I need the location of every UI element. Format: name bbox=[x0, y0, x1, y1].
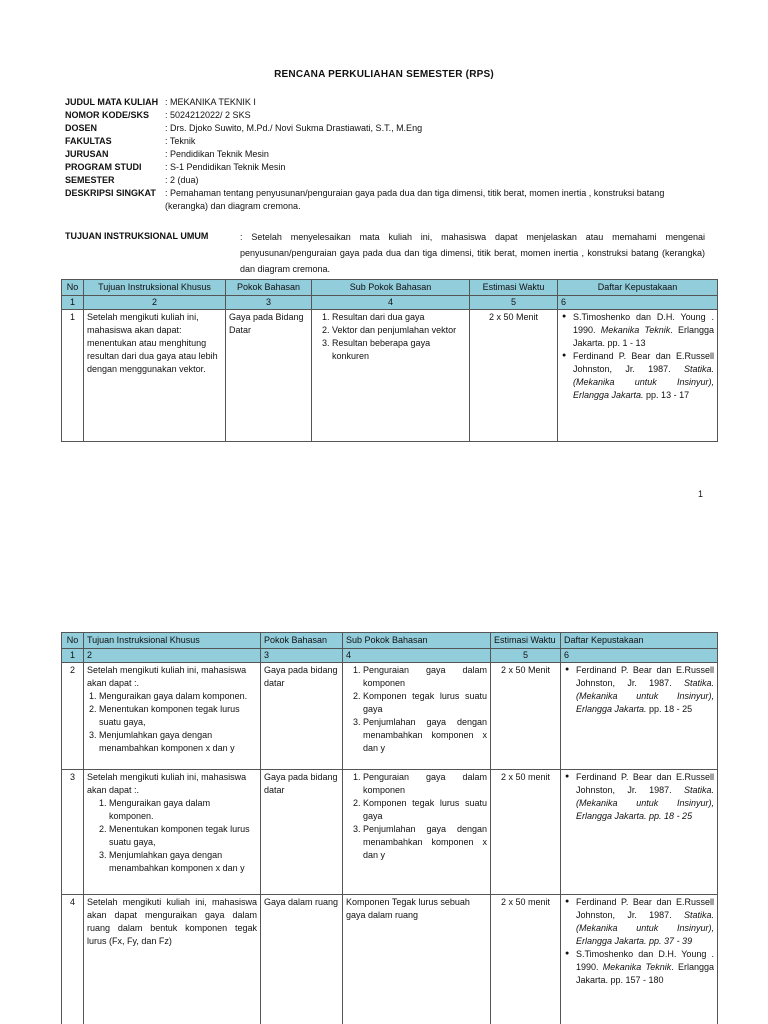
subtopic-item: 2. Komponen tegak lurus suatu gaya bbox=[363, 797, 487, 823]
table-header-row bbox=[62, 633, 718, 649]
column-number: 6 bbox=[561, 649, 718, 663]
meta-key: JURUSAN bbox=[65, 149, 109, 160]
meta-value: : Teknik bbox=[165, 136, 196, 147]
meta-row bbox=[65, 187, 705, 213]
column-number: 2 bbox=[84, 649, 261, 663]
objective-item: 2. Menentukan komponen tegak lurus suatu gaya, bbox=[99, 703, 257, 729]
topic-cell: Gaya dalam ruang bbox=[261, 895, 343, 1024]
meta-row bbox=[65, 161, 705, 174]
row-number: 4 bbox=[62, 895, 84, 1024]
subtopic-item: 2. Vektor dan penjumlahan vektor bbox=[332, 324, 466, 337]
references-cell bbox=[561, 770, 718, 895]
header-cell: Daftar Kepustakaan bbox=[558, 280, 718, 296]
table-row bbox=[62, 895, 718, 1024]
reference-title: Mekanika Teknik bbox=[600, 325, 671, 336]
meta-key: PROGRAM STUDI bbox=[65, 162, 142, 173]
meta-value: : Drs. Djoko Suwito, M.Pd./ Novi Sukma Drastiawati, S.T., M.Eng bbox=[165, 123, 423, 134]
table-row bbox=[62, 770, 718, 895]
meta-row bbox=[65, 174, 705, 187]
meta-key: SEMESTER bbox=[65, 175, 115, 186]
general-objective bbox=[65, 230, 705, 277]
reference-item bbox=[576, 948, 714, 987]
objective-item: 3. Menjumlahkan gaya dengan menambahkan komponen x dan y bbox=[109, 849, 257, 875]
page-number: 1 bbox=[697, 489, 703, 499]
meta-key: JUDUL MATA KULIAH bbox=[65, 97, 159, 107]
reference-author: S.Timoshenko dan D.H. Young . 1990. bbox=[573, 312, 714, 336]
header-cell: No bbox=[62, 633, 84, 649]
objective-item: 3. Menjumlahkan gaya dengan menambahkan komponen x dan y bbox=[99, 729, 257, 755]
column-number: 4 bbox=[312, 296, 470, 310]
header-cell: Estimasi Waktu bbox=[470, 280, 558, 296]
table-row bbox=[62, 310, 718, 442]
general-objective-text: : Setelah menyelesaikan mata kuliah ini, mahasiswa dapat menjelaskan atau memahami mengenai penyusunan/penguraian gaya pada dua dan tiga dimensi, titik berat, momen inertia , konstruksi batang (kerangka) dan diagram cremona. bbox=[240, 232, 705, 274]
header-cell: Pokok Bahasan bbox=[261, 633, 343, 649]
time-cell: 2 x 50 Menit bbox=[491, 663, 561, 770]
column-number: 5 bbox=[491, 649, 561, 663]
time-cell: 2 x 50 menit bbox=[491, 895, 561, 1024]
references-cell bbox=[558, 310, 718, 442]
topic-cell: Gaya pada bidang datar bbox=[261, 663, 343, 770]
meta-value: : MEKANIKA TEKNIK I bbox=[165, 97, 256, 107]
reference-title: Statika. (Mekanika untuk Insinyur), Erlangga Jakarta. bbox=[576, 678, 714, 715]
objective-intro: Setelah mengikuti kuliah ini, mahasiswa akan dapat :. bbox=[87, 772, 247, 796]
objective-cell bbox=[84, 770, 261, 895]
time-cell: 2 x 50 Menit bbox=[470, 310, 558, 442]
meta-key: DESKRIPSI SINGKAT bbox=[65, 188, 156, 199]
reference-pages: pp. 13 - 17 bbox=[643, 390, 690, 401]
subtopic-item: 1. Penguraian gaya dalam komponen bbox=[363, 771, 487, 797]
reference-title: Statika. (Mekanika untuk Insinyur), Erlangga Jakarta. pp. 18 - 25 bbox=[576, 785, 714, 822]
reference-author: Ferdinand P. Bear dan E.Russell Johnston, Jr. 1987. bbox=[576, 665, 714, 689]
subtopic-cell: Komponen Tegak lurus sebuah gaya dalam ruang bbox=[343, 895, 491, 1024]
column-number: 3 bbox=[261, 649, 343, 663]
reference-author: S.Timoshenko dan D.H. Young . 1990. bbox=[576, 949, 714, 973]
meta-key: NOMOR KODE/SKS bbox=[65, 110, 150, 121]
references-cell bbox=[561, 895, 718, 1024]
meta-value: : Pemahaman tentang penyusunan/penguraian gaya pada dua dan tiga dimensi, titik berat, momen inertia , konstruksi batang (kerangka) dan diagram cremona. bbox=[165, 188, 665, 212]
row-number: 3 bbox=[62, 770, 84, 895]
column-number: 1 bbox=[62, 649, 84, 663]
objective-cell bbox=[84, 663, 261, 770]
subtopic-item: 3. Penjumlahan gaya dengan menambahkan komponen x dan y bbox=[363, 716, 487, 755]
header-cell: Tujuan Instruksional Khusus bbox=[84, 633, 261, 649]
header-cell: Pokok Bahasan bbox=[226, 280, 312, 296]
subtopic-item: 1. Penguraian gaya dalam komponen bbox=[363, 664, 487, 690]
meta-value: : S-1 Pendidikan Teknik Mesin bbox=[165, 162, 286, 173]
meta-key: DOSEN bbox=[65, 123, 98, 134]
meta-value: : 2 (dua) bbox=[165, 175, 199, 186]
document-title: RENCANA PERKULIAHAN SEMESTER (RPS) bbox=[274, 69, 494, 80]
meta-row bbox=[65, 148, 705, 161]
reference-item bbox=[576, 664, 714, 716]
subtopic-cell bbox=[343, 663, 491, 770]
reference-title: Statika. (Mekanika untuk Insinyur), Erlangga Jakarta. pp. 37 - 39 bbox=[576, 910, 714, 947]
table-header-row bbox=[62, 280, 718, 296]
rps-table bbox=[61, 632, 718, 1024]
meta-value: : Pendidikan Teknik Mesin bbox=[165, 149, 269, 160]
reference-author: Ferdinand P. Bear dan E.Russell Johnston, Jr. 1987. bbox=[573, 351, 714, 375]
header-cell: Daftar Kepustakaan bbox=[561, 633, 718, 649]
column-number: 6 bbox=[558, 296, 718, 310]
column-number-row bbox=[62, 296, 718, 310]
subtopic-cell bbox=[343, 770, 491, 895]
column-number: 5 bbox=[470, 296, 558, 310]
meta-key: FAKULTAS bbox=[65, 136, 112, 147]
meta-row bbox=[65, 109, 705, 122]
reference-item bbox=[576, 896, 714, 948]
header-cell: Estimasi Waktu bbox=[491, 633, 561, 649]
reference-item bbox=[573, 311, 714, 350]
rps-table bbox=[61, 279, 718, 442]
header-cell: No bbox=[62, 280, 84, 296]
subtopic-item: 2. Komponen tegak lurus suatu gaya bbox=[363, 690, 487, 716]
header-cell: Sub Pokok Bahasan bbox=[312, 280, 470, 296]
reference-author: Ferdinand P. Bear dan E.Russell Johnston, Jr. 1987. bbox=[576, 897, 714, 921]
row-number: 2 bbox=[62, 663, 84, 770]
meta-value: : 5024212022/ 2 SKS bbox=[165, 110, 251, 121]
objective-intro: Setelah mengikuti kuliah ini, mahasiswa akan dapat :. bbox=[87, 665, 247, 689]
subtopic-item: 3. Resultan beberapa gaya konkuren bbox=[332, 337, 466, 363]
reference-item bbox=[573, 350, 714, 402]
reference-item bbox=[576, 771, 714, 823]
course-metadata bbox=[65, 96, 705, 213]
meta-row bbox=[65, 135, 705, 148]
reference-author: Ferdinand P. Bear dan E.Russell Johnston, Jr. 1987. bbox=[576, 772, 714, 796]
meta-row bbox=[65, 96, 705, 109]
header-cell: Tujuan Instruksional Khusus bbox=[84, 280, 226, 296]
objective-cell: Setelah mengikuti kuliah ini, mahasiswa akan dapat: menentukan atau menghitung resultan dari dua gaya atau lebih dengan menggunakan vektor. bbox=[84, 310, 226, 442]
topic-cell: Gaya pada Bidang Datar bbox=[226, 310, 312, 442]
meta-row bbox=[65, 122, 705, 135]
references-cell bbox=[561, 663, 718, 770]
column-number: 2 bbox=[84, 296, 226, 310]
time-cell: 2 x 50 menit bbox=[491, 770, 561, 895]
objective-cell: Setelah mengikuti kuliah ini, mahasiswa akan dapat menguraikan gaya dalam ruang dalam bentuk komponen tegak lurus (Fx, Fy, dan Fz) bbox=[84, 895, 261, 1024]
subtopic-item: 3. Penjumlahan gaya dengan menambahkan komponen x dan y bbox=[363, 823, 487, 862]
column-number: 1 bbox=[62, 296, 84, 310]
objective-item: 2. Menentukan komponen tegak lurus suatu gaya, bbox=[109, 823, 257, 849]
header-cell: Sub Pokok Bahasan bbox=[343, 633, 491, 649]
column-number: 4 bbox=[343, 649, 491, 663]
subtopic-cell bbox=[312, 310, 470, 442]
column-number-row bbox=[62, 649, 718, 663]
objective-item: 1. Menguraikan gaya dalam komponen. bbox=[99, 690, 257, 703]
general-objective-label: TUJUAN INSTRUKSIONAL UMUM bbox=[65, 231, 209, 241]
objective-item: 1. Menguraikan gaya dalam komponen. bbox=[109, 797, 257, 823]
page-2 bbox=[0, 590, 768, 1024]
column-number: 3 bbox=[226, 296, 312, 310]
topic-cell: Gaya pada bidang datar bbox=[261, 770, 343, 895]
reference-pages: . Erlangga Jakarta. pp. 157 - 180 bbox=[576, 962, 715, 986]
subtopic-item: 1. Resultan dari dua gaya bbox=[332, 311, 466, 324]
table-row bbox=[62, 663, 718, 770]
row-number: 1 bbox=[62, 310, 84, 442]
reference-title: Mekanika Teknik bbox=[602, 962, 672, 973]
reference-title: Statika. (Mekanika untuk Insinyur), Erlangga Jakarta. bbox=[573, 364, 714, 401]
reference-pages: pp. 18 - 25 bbox=[646, 704, 693, 715]
reference-pages: . Erlangga Jakarta. pp. 1 - 13 bbox=[573, 325, 715, 349]
